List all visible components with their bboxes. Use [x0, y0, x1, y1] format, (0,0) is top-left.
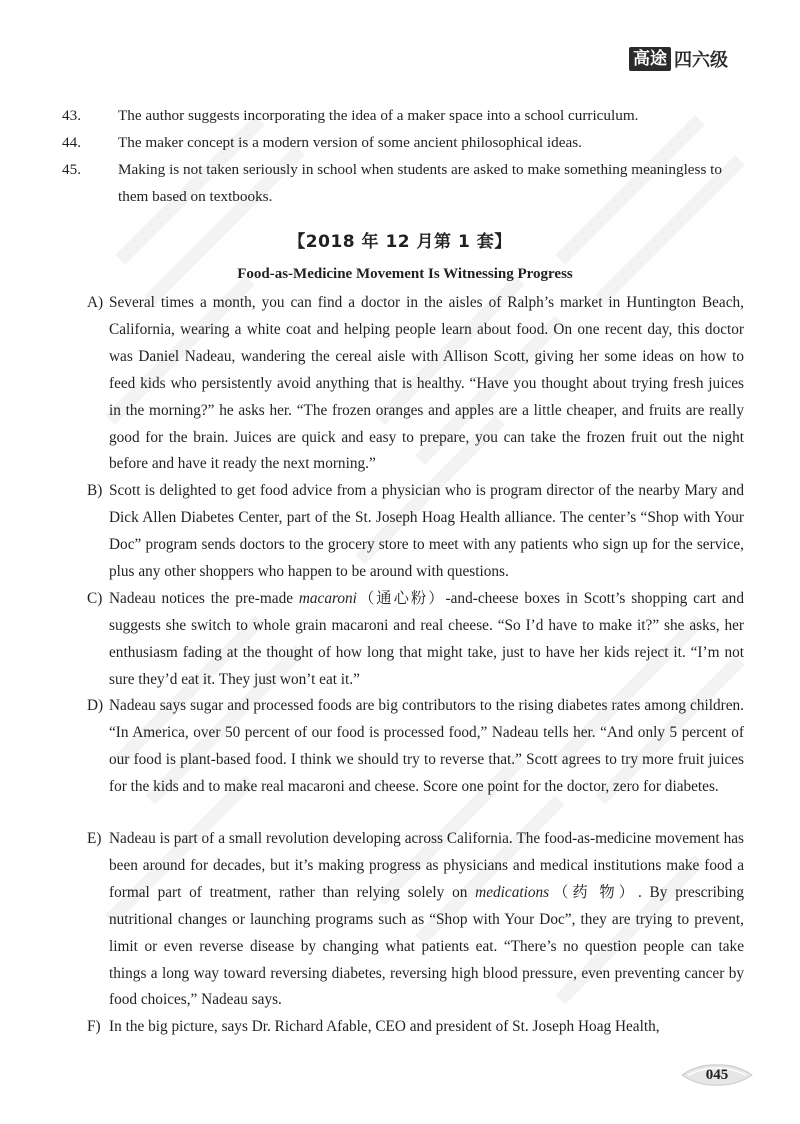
paragraph-text: Nadeau is part of a small revolution developing across California. The food-as-medicine movement has been around for decades, but it’s making progress as physicians and medical institutions make food a formal part of treatment, rather than relying solely on [109, 830, 744, 901]
question-text: The maker concept is a modern version of some ancient philosophical ideas. [118, 134, 582, 151]
paragraph-text: -and-cheese boxes in Scott’s shopping cart and suggests she switch to whole grain macaroni and real cheese. “So I’d have to make it?” she asks, her enthusiasm fading at the thought of how long that might take, just to have her kids reject it. “I’m not sure they’d eat it. They just won’t eat it.” [109, 590, 744, 688]
italic-term: macaroni [298, 590, 357, 607]
question-number: 45. [62, 161, 81, 178]
chinese-gloss: （通心粉） [356, 590, 446, 607]
paragraph-text: In the big picture, says Dr. Richard Afable, CEO and president of St. Joseph Hoag Health, [109, 1018, 660, 1035]
question-number: 44. [62, 134, 81, 151]
question-text: Making is not taken seriously in school when students are asked to make something meaningless to them based on textbooks. [118, 161, 722, 205]
paragraph-text: Nadeau says sugar and processed foods are big contributors to the rising diabetes rates among children. “In America, over 50 percent of our food is processed food,” Nadeau tells her. “And only 5 percent of our food is plant-based food. I think we should try to reverse that.” Scott agrees to try more fruit juices for the kids and to make real macaroni and cheese. Score one point for the doctor, zero for diabetes. [109, 697, 744, 795]
paragraph-label: F) [87, 1018, 101, 1035]
brand-logo [629, 46, 728, 72]
question-43 [62, 103, 722, 130]
paragraph-e [87, 826, 744, 1014]
question-44 [62, 130, 722, 157]
page-number: 045 [705, 1067, 729, 1083]
paragraph-text: Scott is delighted to get food advice from a physician who is program director of the nearby Mary and Dick Allen Diabetes Center, part of the St. Joseph Hoag Health alliance. The center’s “Shop with Your Doc” program sends doctors to the grocery store to meet with any patients who sign up for the service, plus any other shoppers who happen to be around with questions. [109, 482, 744, 580]
paragraph-d [87, 693, 744, 801]
logo-box: 高途 [629, 47, 671, 71]
question-text: The author suggests incorporating the idea of a maker space into a school curriculum. [118, 107, 639, 124]
paragraph-label: B) [87, 482, 103, 499]
paragraph-label: C) [87, 590, 103, 607]
question-number: 43. [62, 107, 81, 124]
logo-text: 四六级 [674, 50, 728, 71]
paragraph-text: . By prescribing nutritional changes or launching programs such as “Shop with Your Doc”, they are trying to prevent, limit or even reverse disease by changing what patients eat. “There’s no question people can take things a long way toward reversing diabetes, reversing high blood pressure, even preventing cancer by food choices,” Nadeau says. [109, 883, 745, 1009]
paragraph-a [87, 290, 744, 478]
page-number-badge [680, 1062, 744, 1088]
question-45 [62, 157, 722, 210]
chinese-gloss: （药 物） [549, 883, 638, 901]
paragraph-c [87, 586, 744, 694]
italic-term: medications [475, 883, 550, 901]
paragraph-f [87, 1014, 744, 1041]
section-title: 【2018 年 12 月第 1 套】 [288, 232, 512, 252]
paragraph-label: E) [87, 830, 102, 847]
paragraph-label: A) [87, 294, 104, 311]
paragraph-label: D) [87, 697, 104, 714]
paragraph-text: Nadeau notices the pre-made [109, 590, 299, 607]
article-title: Food-as-Medicine Movement Is Witnessing Progress [237, 266, 573, 282]
paragraph-text: Several times a month, you can find a doctor in the aisles of Ralph’s market in Huntington Beach, California, wearing a white coat and helping people learn about food. On one recent day, this doctor was Daniel Nadeau, wandering the cereal aisle with Allison Scott, giving her some ideas on how to feed kids who persistently avoid anything that is healthy. “Have you thought about trying fresh juices in the morning?” he asks her. “The frozen oranges and apples are a little cheaper, and fruits are really good for the brain. Juices are quick and easy to prepare, you can take the frozen fruit out the night before and have it ready the next morning.” [109, 294, 744, 473]
paragraph-b [87, 478, 744, 586]
